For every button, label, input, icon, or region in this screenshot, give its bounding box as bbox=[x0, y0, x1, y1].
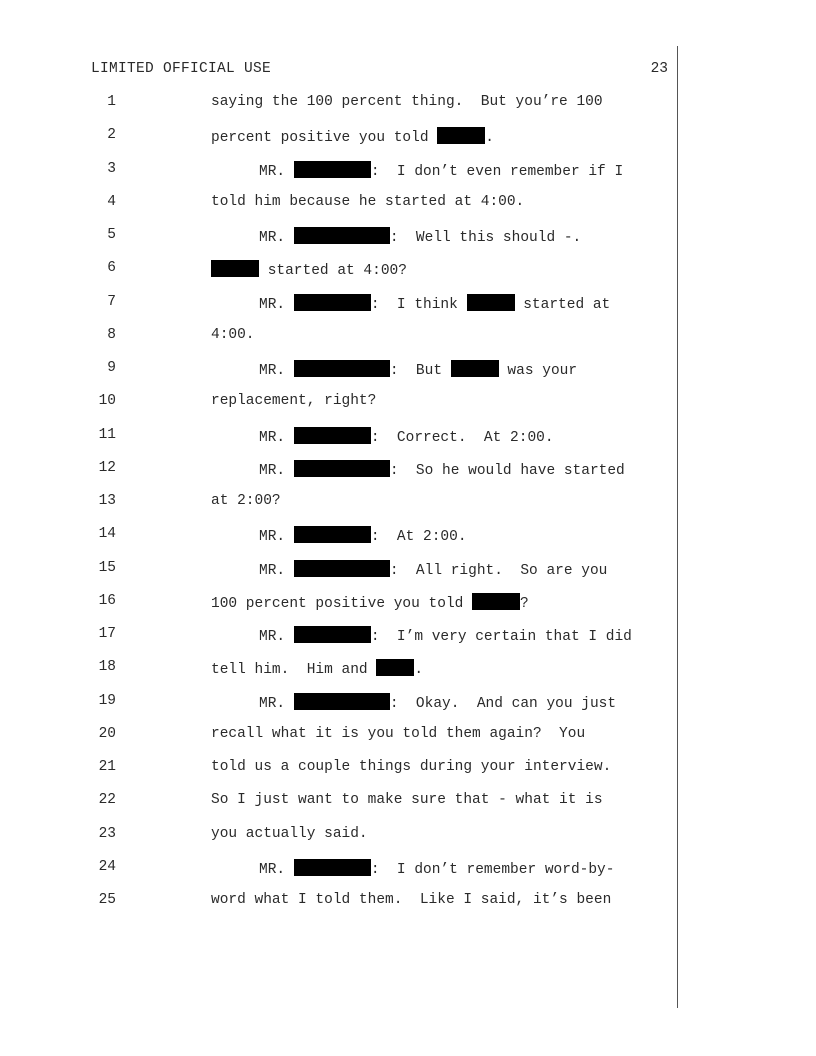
text-segment: MR. bbox=[259, 429, 294, 446]
redaction-box bbox=[294, 227, 390, 244]
line-number: 9 bbox=[107, 360, 116, 376]
line-number: 19 bbox=[98, 692, 116, 709]
line-text bbox=[259, 161, 623, 180]
redaction-box bbox=[467, 294, 515, 311]
text-segment: So I just want to make sure that - what it is bbox=[211, 792, 603, 809]
line-text bbox=[211, 393, 376, 409]
text-segment: percent positive you told bbox=[211, 130, 438, 147]
text-segment: MR. bbox=[259, 695, 294, 712]
line-text bbox=[259, 227, 581, 246]
text-segment: . bbox=[485, 130, 494, 147]
line-text bbox=[211, 327, 255, 343]
right-margin-rule bbox=[677, 46, 678, 1008]
text-segment: was your bbox=[498, 363, 578, 379]
line-text bbox=[259, 626, 632, 645]
line-number: 18 bbox=[98, 659, 116, 676]
text-segment: replacement, right? bbox=[211, 393, 377, 410]
text-segment: MR. bbox=[259, 296, 294, 313]
line-number: 5 bbox=[107, 227, 116, 243]
redaction-box bbox=[294, 460, 390, 477]
text-segment: MR. bbox=[259, 363, 294, 379]
text-segment: : At 2:00. bbox=[370, 529, 467, 546]
text-segment: MR. bbox=[259, 529, 294, 546]
line-number: 11 bbox=[98, 426, 116, 443]
text-segment: : Okay. And can you just bbox=[389, 695, 617, 712]
line-text bbox=[211, 892, 611, 908]
line-text bbox=[211, 792, 603, 808]
redaction-box bbox=[294, 626, 371, 643]
redaction-box bbox=[294, 859, 371, 876]
redaction-box bbox=[437, 127, 485, 144]
line-number: 23 bbox=[98, 825, 116, 842]
redaction-box bbox=[294, 693, 390, 710]
redaction-box bbox=[294, 360, 390, 377]
line-text bbox=[211, 260, 407, 279]
text-segment: MR. bbox=[259, 629, 294, 645]
text-segment: at 2:00? bbox=[211, 493, 281, 509]
line-text bbox=[259, 859, 614, 878]
line-text bbox=[259, 360, 577, 379]
page-number: 23 bbox=[650, 61, 668, 77]
text-segment: : I don’t even remember if I bbox=[370, 163, 624, 180]
text-segment: : Correct. At 2:00. bbox=[370, 429, 554, 446]
line-number: 6 bbox=[107, 260, 116, 277]
line-text bbox=[211, 659, 423, 678]
text-segment: : I don’t remember word-by- bbox=[370, 861, 615, 878]
text-segment: word what I told them. Like I said, it’s been bbox=[211, 892, 612, 908]
redaction-box bbox=[294, 294, 371, 311]
line-text bbox=[259, 526, 467, 545]
text-segment: told us a couple things during your interview. bbox=[211, 759, 612, 775]
text-segment: MR. bbox=[259, 462, 294, 479]
text-segment: : Well this should -. bbox=[389, 230, 582, 246]
line-text bbox=[211, 94, 603, 110]
line-text bbox=[259, 427, 554, 446]
redaction-box bbox=[294, 526, 371, 543]
line-text bbox=[211, 759, 611, 775]
line-text bbox=[259, 294, 610, 313]
text-segment: saying the 100 percent thing. But you’re 100 bbox=[211, 94, 603, 110]
line-text bbox=[211, 493, 281, 509]
line-text bbox=[259, 693, 616, 712]
redaction-box bbox=[472, 593, 520, 610]
line-text bbox=[211, 127, 494, 146]
text-segment: MR. bbox=[259, 163, 294, 180]
text-segment: told him because he started at 4:00. bbox=[211, 193, 525, 210]
line-number: 16 bbox=[98, 592, 116, 609]
text-segment: MR. bbox=[259, 562, 294, 579]
line-number: 3 bbox=[107, 160, 116, 177]
redaction-box bbox=[294, 161, 371, 178]
text-segment: tell him. Him and bbox=[211, 662, 377, 679]
line-number: 1 bbox=[107, 94, 116, 110]
redaction-box bbox=[451, 360, 499, 377]
line-number: 4 bbox=[107, 193, 116, 210]
text-segment: : I’m very certain that I did bbox=[370, 629, 632, 645]
text-segment: : I think bbox=[370, 296, 467, 313]
line-text bbox=[211, 826, 368, 842]
text-segment: 100 percent positive you told bbox=[211, 595, 473, 612]
line-number: 12 bbox=[98, 459, 116, 476]
classification-header: LIMITED OFFICIAL USE bbox=[91, 61, 272, 77]
redaction-box bbox=[211, 260, 259, 277]
line-number: 2 bbox=[107, 127, 116, 144]
line-number: 22 bbox=[98, 792, 116, 809]
line-number: 20 bbox=[98, 725, 116, 742]
text-segment: ? bbox=[520, 595, 529, 612]
text-segment: . bbox=[414, 662, 424, 679]
line-number: 8 bbox=[107, 326, 116, 343]
line-number: 10 bbox=[98, 393, 116, 410]
line-number: 21 bbox=[98, 759, 116, 775]
line-number: 17 bbox=[98, 626, 116, 642]
text-segment: started at 4:00? bbox=[259, 263, 407, 280]
text-segment: : But bbox=[389, 363, 451, 379]
redaction-box bbox=[294, 427, 371, 444]
text-segment: MR. bbox=[259, 230, 294, 246]
line-number: 14 bbox=[98, 526, 116, 543]
line-text bbox=[211, 726, 585, 742]
redaction-box bbox=[294, 560, 390, 577]
text-segment: 4:00. bbox=[211, 326, 255, 343]
line-text bbox=[211, 593, 529, 612]
text-segment: recall what it is you told them again? You bbox=[211, 725, 586, 742]
line-number: 7 bbox=[107, 293, 116, 310]
text-segment: started at bbox=[514, 296, 611, 313]
line-number: 15 bbox=[98, 559, 116, 576]
text-segment: you actually said. bbox=[211, 825, 368, 842]
line-number: 25 bbox=[98, 892, 116, 908]
redaction-box bbox=[376, 659, 414, 676]
text-segment: : All right. So are you bbox=[389, 562, 608, 579]
line-text bbox=[211, 194, 524, 210]
line-number: 24 bbox=[98, 858, 116, 875]
text-segment: : So he would have started bbox=[389, 462, 625, 479]
line-text bbox=[259, 560, 607, 579]
line-number: 13 bbox=[98, 493, 116, 509]
text-segment: MR. bbox=[259, 861, 294, 878]
line-text bbox=[259, 460, 625, 479]
